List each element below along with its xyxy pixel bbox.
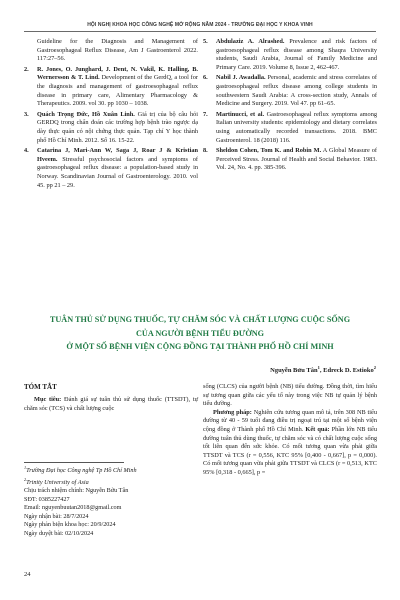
corresponding-author: Chịu trách nhiệm chính: Nguyễn Bửu Tân (24, 487, 129, 495)
affiliation-text: Trường Đại học Công nghệ Tp Hồ Chí Minh (26, 467, 137, 475)
reference-number: 2. (24, 65, 29, 73)
email-address: Email: nguyenbuutan2018@gmail.com (24, 504, 122, 512)
affiliation-text: Trinity University of Asia (26, 478, 89, 486)
reference-authors: R. Jones, O. Junghard, J. Dent, N. Vakil, K. Halling, B. Wernersson & T. Lind. (37, 65, 198, 82)
running-header: HỘI NGHỊ KHOA HỌC CÔNG NGHỆ MỞ RỘNG NĂM 2024 - TRƯỜNG ĐẠI HỌC Y KHOA VINH (87, 22, 313, 28)
reference-authors: Sheldon Cohen, Tom K. and Robin M. (216, 147, 322, 155)
reference-number: 7. (203, 110, 208, 118)
reference-item (24, 111, 198, 145)
reference-item (203, 38, 377, 72)
reference-text: Gastroesophageal reflux symptoms among Italian university students: epidemiology and dietary correlates using automatically recorded transactions. 2018. BMC Gastroenterol. 18 (2018) 116. (216, 110, 378, 144)
author-name: Nguyễn Bửu Tân (270, 367, 318, 375)
footnotes (24, 464, 198, 538)
abstract-left-column (24, 396, 198, 413)
phone-number: SĐT: 0385227427 (24, 495, 70, 503)
reference-item (24, 66, 198, 109)
reference-item (24, 147, 198, 190)
references-right-column (203, 38, 377, 175)
objective-label: Mục tiêu: (34, 396, 62, 403)
method-label: Phương pháp: (213, 408, 252, 416)
objective-text: Đánh giá sự tuân thủ sử dụng thuốc (TTSDT), tự chăm sóc (TCS) và chất lượng cuộc (24, 396, 198, 412)
reference-item (203, 111, 377, 145)
reference-text: Guideline for the Diagnosis and Management of Gastroesophageal Reflux Disease, Am J Gastroenterol 2022. 117:27–56. (37, 38, 198, 63)
reference-number: 5. (203, 38, 208, 45)
author-line (270, 365, 376, 374)
accepted-date: Ngày duyệt bài: 02/10/2024 (24, 529, 94, 537)
reference-item (203, 147, 377, 173)
reference-number: 3. (24, 110, 29, 118)
reference-number: 4. (24, 147, 29, 155)
affiliation-1 (24, 464, 198, 476)
reference-text: Giá trị của bộ câu hỏi GERDQ trong chẩn đoán các trường hợp bệnh trào ngược dạ dày thực quản có nội chứng thực quản. Tạp chí Y học thành phố Hồ Chí Minh. 2012. Số 16. 15-22. (37, 110, 198, 144)
method-text: Nghiên cứu tương quan mô tả, trên 308 NB tiểu đường từ 40 - 59 tuổi đang điều trị ngoại trú tại một số bệnh viện cộng đồng ở Thành phố Hồ Chí Minh. (203, 408, 377, 433)
reference-continuation (24, 38, 198, 64)
page-number: 24 (24, 571, 31, 578)
references-left-column (24, 38, 198, 192)
author-affiliation-mark: 2 (373, 365, 376, 370)
reference-authors: Nabil J. Awadalla. (216, 74, 266, 82)
abstract-objective-continuation: sống (CLCS) của người bệnh (NB) tiểu đường. Đồng thời, tìm hiểu sự tương quan giữa các yếu tố này trong việc NB tự quản lý bệnh tiểu đường. (203, 383, 377, 408)
reference-text: Prevalence and risk factors of gastroesophageal reflux disease among Shaqra University students, Saudi Arabia, Journal of Family Medicine and Primary Care. 2019. Volume 8, Issue 2, 462-467. (216, 38, 377, 71)
affiliation-mark: 1 (24, 465, 27, 470)
abstract-method (203, 409, 377, 478)
review-date: Ngày phản biện khoa học: 20/9/2024 (24, 521, 116, 529)
reference-authors: Martinucci, et al. (216, 110, 265, 118)
reference-authors: Quách Trọng Đức, Hồ Xuân Linh. (37, 110, 135, 118)
reference-text: Personal, academic and stress correlates of gastroesophageal reflux disease among college students in southwestern Saudi Arabia: A cross-section study, Annals of Medicine and Surgery. 2019. Vol 47. pp 61–65. (216, 74, 378, 108)
abstract-right-column (203, 383, 377, 478)
header-divider (24, 31, 376, 32)
reference-number: 8. (203, 147, 208, 155)
affiliation-mark: 2 (24, 476, 27, 482)
reference-text: A Global Measure of Perceived Stress. Journal of Health and Social Behavior. 1983. Vol. 24, No. 4. pp. 385-396. (216, 147, 377, 172)
result-text: Phần lớn NB tiểu đường tuân thủ dùng thuốc, tự chăm sóc và có chất lượng cuộc sống tốt liên quan đến sức khỏe. Có mối tương quan vừa phải giữa TTSDT và TCS (r = 0,556, KTC 95% [0,400 - 0,667], p = 0,000). Có mối tương quan vừa phải giữa TTSDT và CLCS (r = 0,513, KTC 95% [0,318 - 0,665], p = (203, 425, 377, 476)
received-date: Ngày nhận bài: 28/7/2024 (24, 512, 89, 520)
author-name: Edreck D. Estioko (323, 367, 374, 375)
reference-item (203, 74, 377, 108)
reference-text: Stressful psychosocial factors and symptoms of gastroesophageal reflux disease: a population-based study in Norway. Scandinavian Journal of Gastroenterology. 2010. vol 45. pp 21 – 29. (37, 155, 198, 189)
article-title (24, 313, 376, 354)
result-label: Kết quả: (305, 425, 330, 433)
reference-authors: Catarina J, Mari-Ann W, Saga J, Roar J & Kristian Hveem. (37, 147, 198, 163)
footnote-divider (24, 462, 124, 463)
title-line: Ở MỘT SỐ BỆNH VIỆN CỘNG ĐỒNG TẠI THÀNH PHỐ HỒ CHÍ MINH (66, 342, 334, 351)
abstract-objective (24, 396, 198, 413)
title-line: CỦA NGƯỜI BỆNH TIỂU ĐƯỜNG (136, 328, 264, 338)
reference-text: Development of the GerdQ, a tool for the diagnosis and management of gastroesophageal reflux disease in primary care, Alimentary Pharmacology & Therapeutics. 2009. vol 30. pp 1030 – 1038. (37, 74, 198, 108)
author-separator: , (319, 367, 324, 375)
reference-number: 6. (203, 74, 208, 82)
abstract-heading: TÓM TẮT (24, 383, 57, 391)
title-line: TUÂN THỦ SỬ DỤNG THUỐC, TỰ CHĂM SÓC VÀ CHẤT LƯỢNG CUỘC SỐNG (49, 315, 351, 324)
reference-authors: Abdulaziz A. Alrashed. (216, 38, 285, 45)
author-affiliation-mark: 1 (317, 365, 320, 370)
affiliation-2 (24, 476, 198, 488)
